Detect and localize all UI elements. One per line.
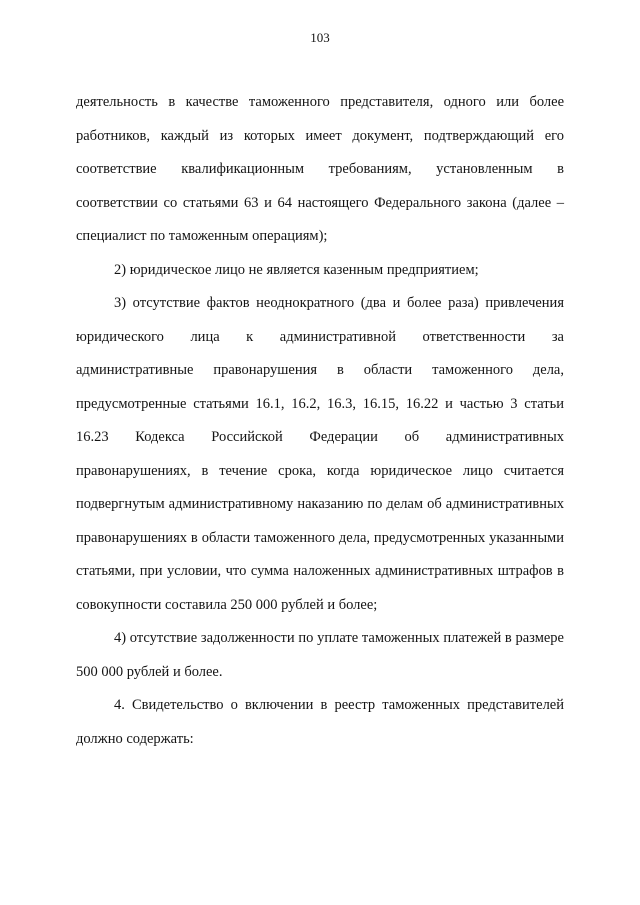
- paragraph: 3) отсутствие фактов неоднократного (два и более раза) привлечения юридического лица к административной ответственности за административные правонарушения в области таможенного дела, предусмотренные статьями 16.1, 16.2, 16.3, 16.15, 16.22 и частью 3 статьи 16.23 Кодекса Российской Федерации об административных правонарушениях, в течение срока, когда юридическое лицо считается подвергнутым административному наказанию по делам об административных правонарушениях в области таможенного дела, предусмотренных указанными статьями, при условии, что сумма наложенных административных штрафов в совокупности составила 250 000 рублей и более;: [76, 295, 564, 613]
- page-number: 103: [310, 30, 330, 45]
- paragraph: 4. Свидетельство о включении в реестр таможенных представителей должно содержать:: [76, 697, 564, 747]
- document-body: [76, 86, 564, 756]
- paragraph: 2) юридическое лицо не является казенным предприятием;: [114, 261, 479, 278]
- paragraph: деятельность в качестве таможенного представителя, одного или более работников, каждый из которых имеет документ, подтверждающий его соответствие квалификационным требованиям, установленным в соответствии со статьями 63 и 64 настоящего Федерального закона (далее – специалист по таможенным операциям);: [76, 94, 564, 244]
- paragraph: 4) отсутствие задолженности по уплате таможенных платежей в размере 500 000 рублей и более.: [76, 630, 564, 680]
